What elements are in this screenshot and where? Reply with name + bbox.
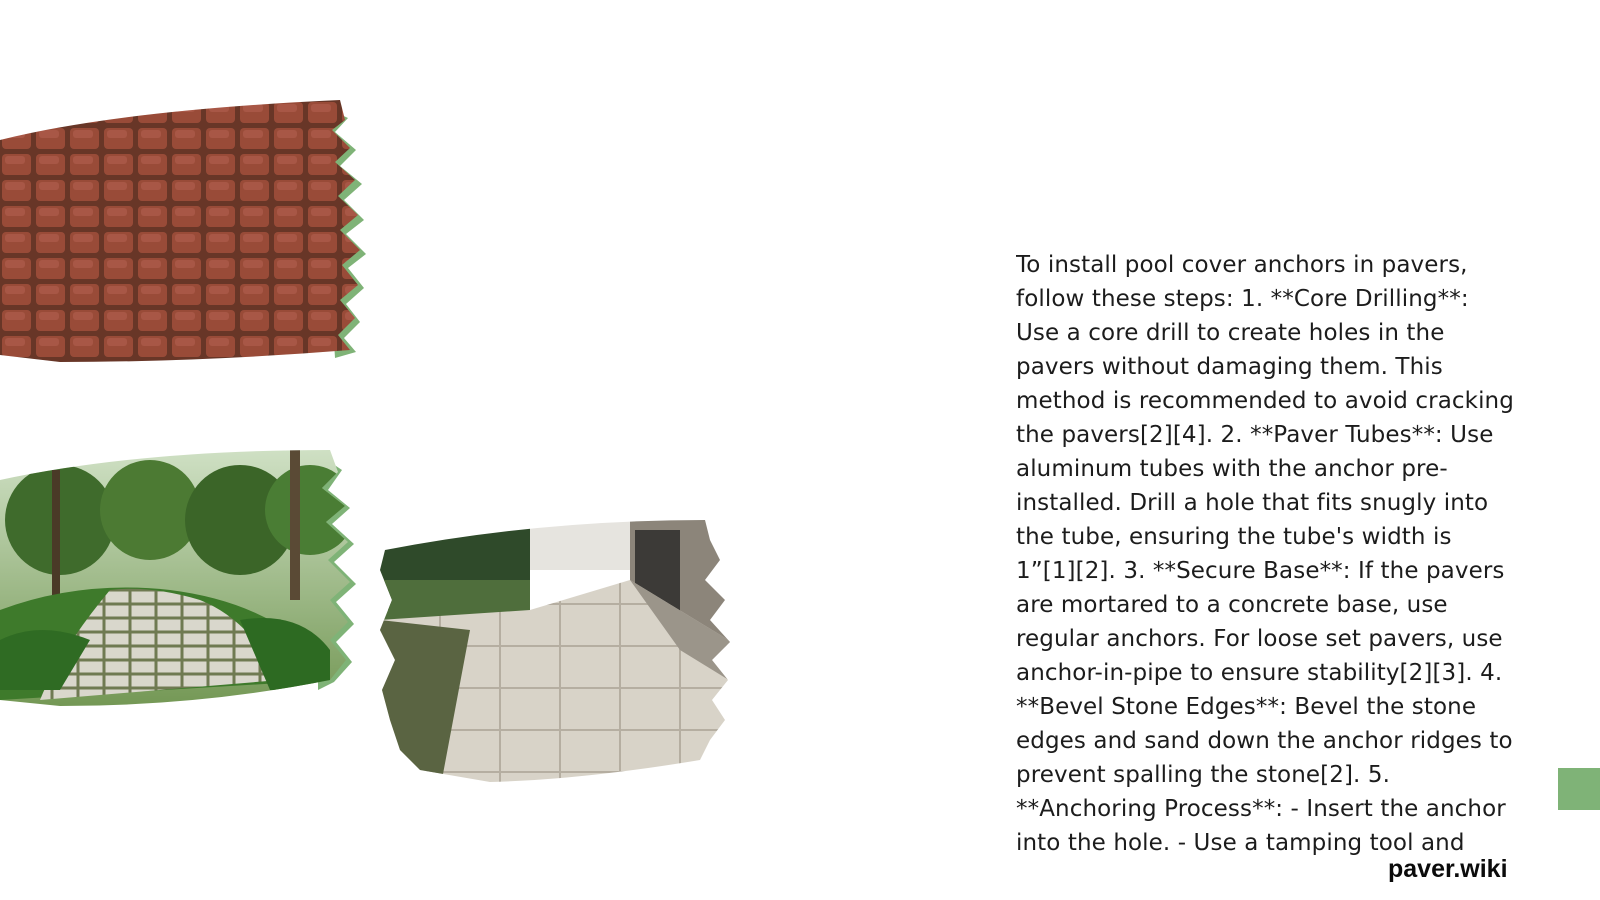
patio-image [380,520,745,790]
garden-path-illustration [0,450,360,720]
article-body [1016,248,1516,900]
patio-illustration [380,520,745,790]
brand-name: paver.wiki [1388,855,1508,883]
brick-paver-image [0,100,370,370]
brick-paver-illustration [0,100,370,370]
accent-square [1558,768,1600,810]
article-text: To install pool cover anchors in pavers, follow these steps: 1. **Core Drilling**: Use a core drill to create holes in the pavers without damaging them. This method is recommended to avoid cracking the pavers[2][4]. 2. **Paver Tubes**: Use aluminum tubes with the anchor pre-installed. Drill a hole that fits snugly into the tube, ensuring the tube's width is 1”[1][2]. 3. **Secure Base**: If the pavers are mortared to a concrete base, use regular anchors. For loose set pavers, use anchor-in-pipe to ensure stability[2][3]. 4. **Bevel Stone Edges**: Bevel the stone edges and sand down the anchor ridges to prevent spalling the stone[2]. 5. **Anchoring Process**: - Insert the anchor into the hole. - Use a tamping tool and [1016,252,1514,856]
garden-path-image [0,450,360,720]
